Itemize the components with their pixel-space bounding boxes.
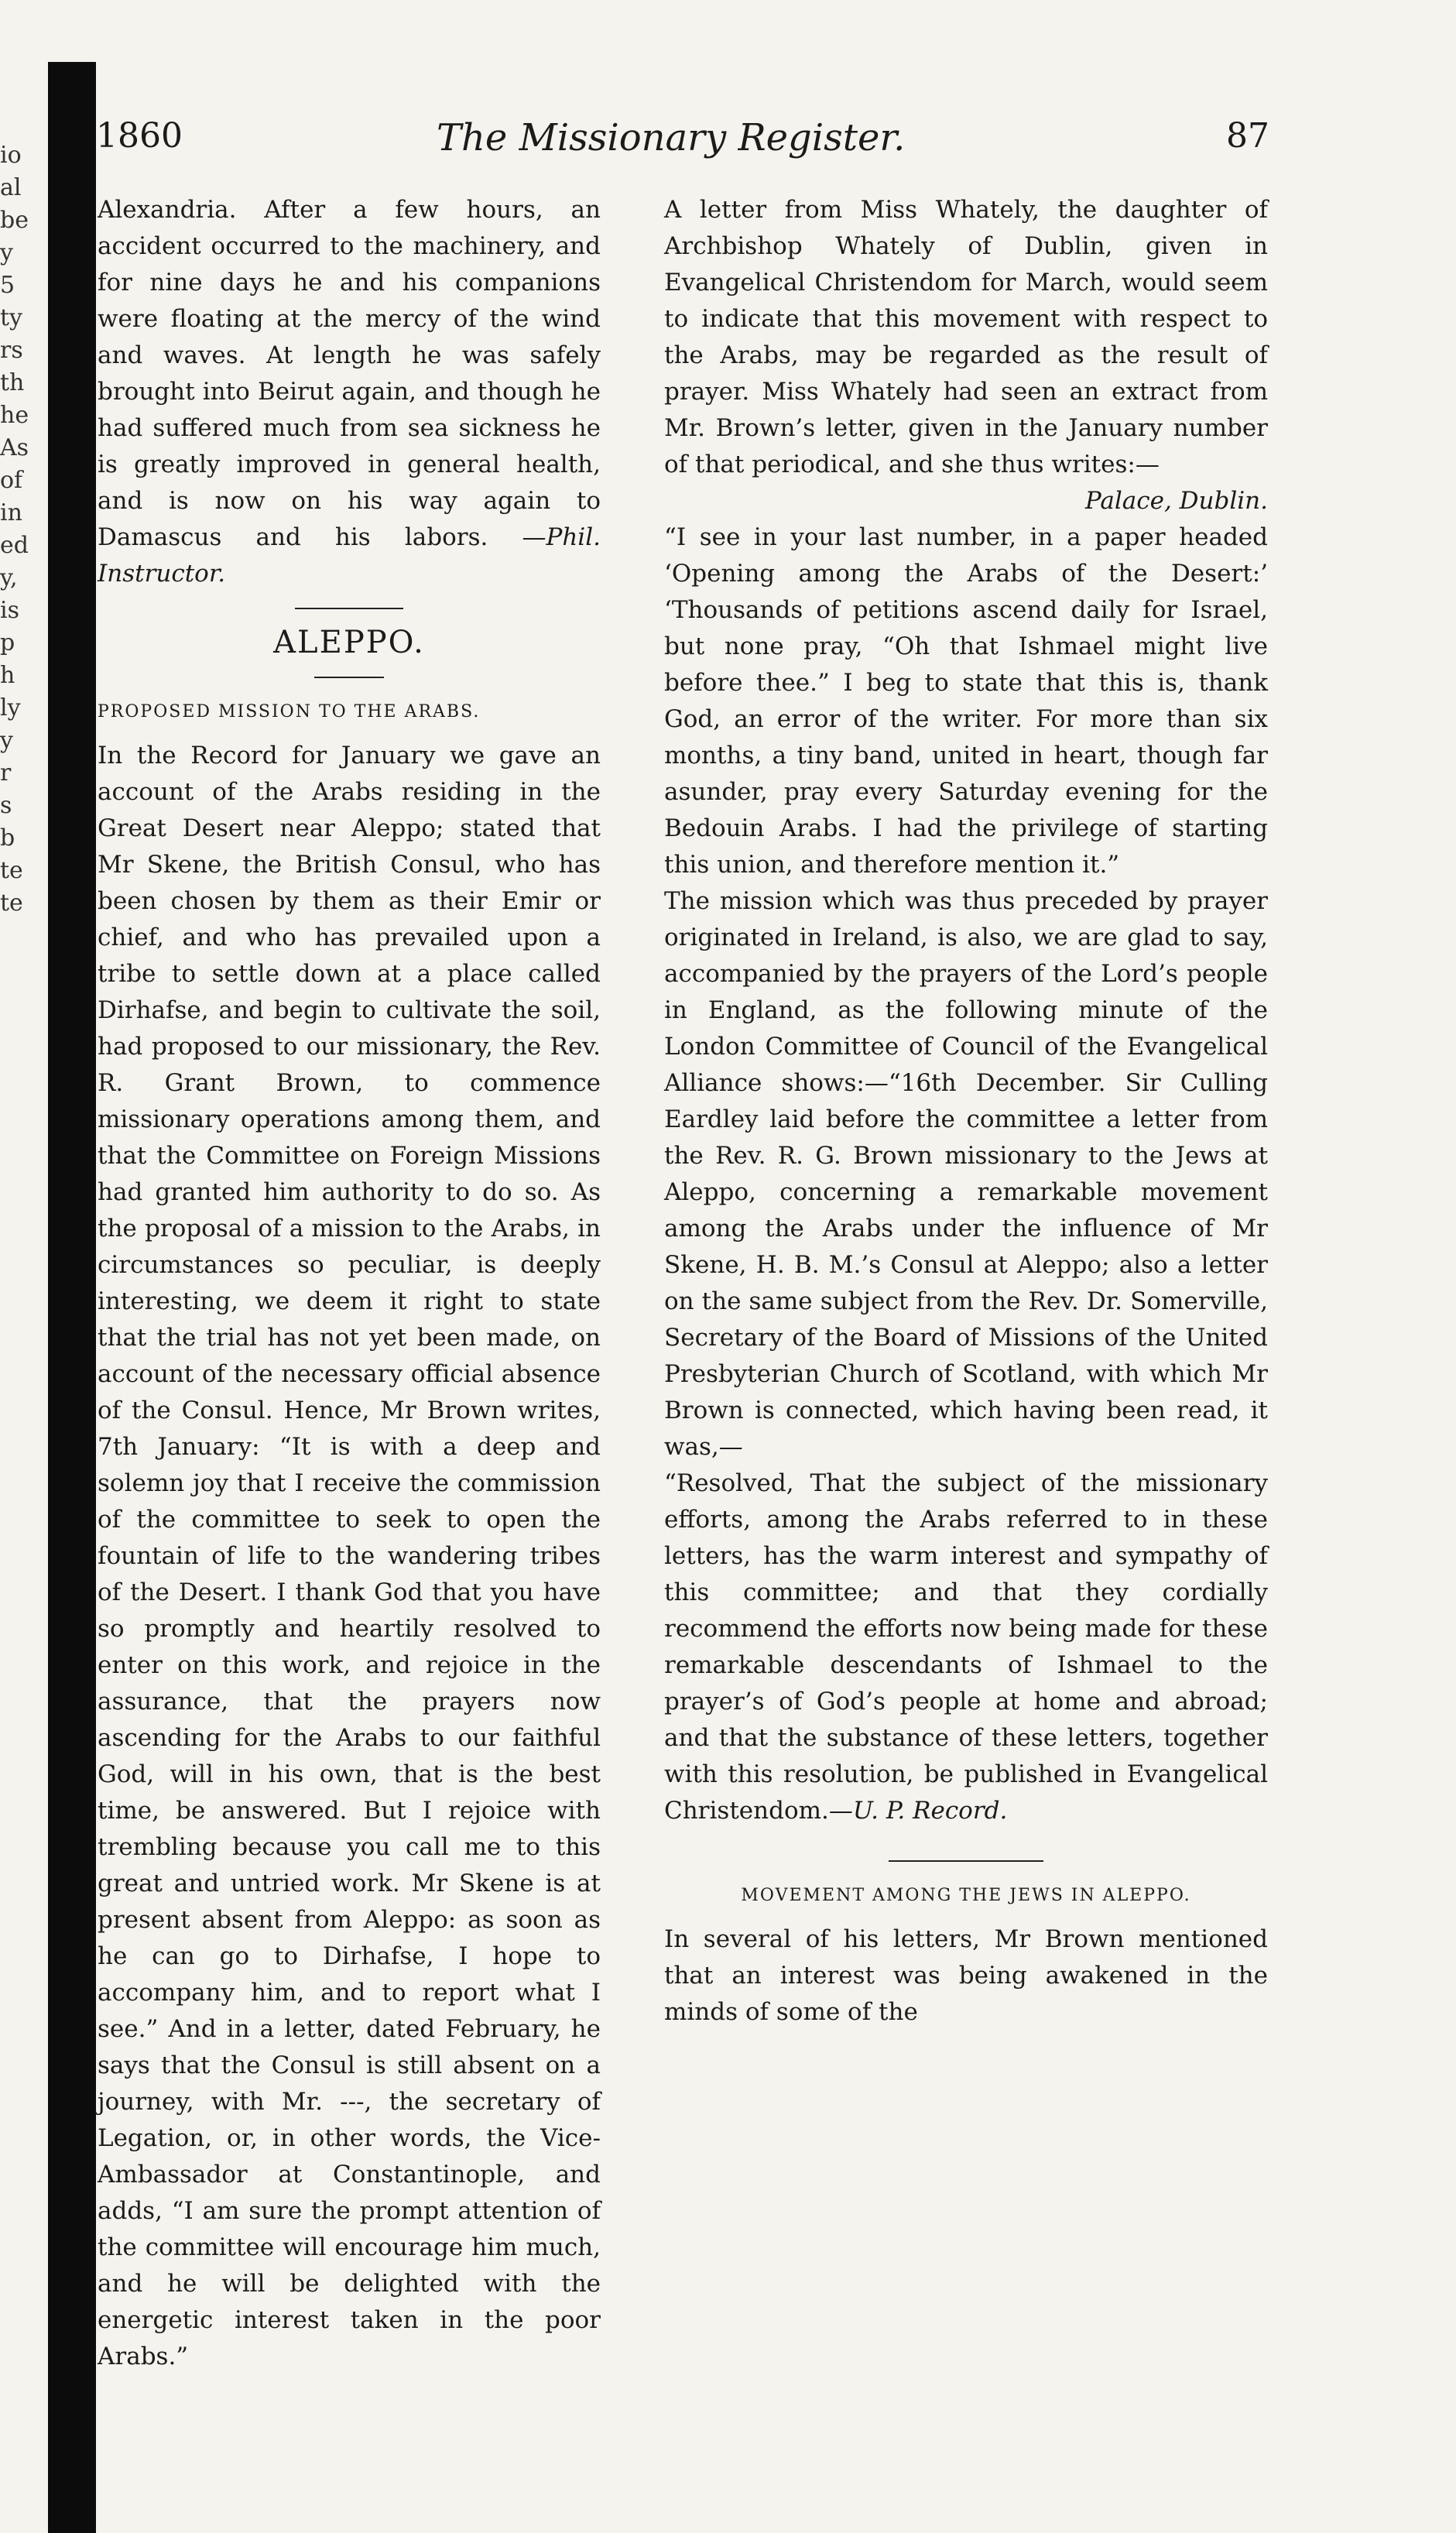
gutter-fragment: is [0,597,19,624]
gutter-fragment: in [0,499,22,526]
section-rule [295,608,403,609]
section-rule [889,1860,1043,1862]
adjacent-page-fragments [0,139,46,920]
gutter-fragment: ty [0,304,23,331]
running-head-year: 1860 [96,116,183,156]
gutter-fragment: te [0,857,23,884]
gutter-fragment: be [0,207,29,234]
letter-dateline: Palace, Dublin. [1084,487,1268,515]
gutter-fragment: of [0,467,23,494]
paragraph: In several of his letters, Mr Brown mentioned that an interest was being awakened in the minds of some of the [664,1925,1268,2026]
paragraph: A letter from Miss Whately, the daughter of Archbishop Whately of Dublin, given in Evangelical Christendom for March, would seem to indicate that this movement with respect to the Arabs, may be regarded as the result of prayer. Miss Whately had seen an extract from Mr. Brown’s letter, given in the January number of that periodical, and she thus writes:— [664,196,1268,478]
gutter-fragment: As [0,434,29,461]
paragraph: The mission which was thus preceded by prayer originated in Ireland, is also, we are glad to say, accompanied by the prayers of the Lord’s people in England, as the following minute of the London Committee of Council of the Evangelical Alliance shows:—“16th December. Sir Culling Eardley laid before the committee a letter from the Rev. R. G. Brown missionary to the Jews at Aleppo, concerning a remarkable movement among the Arabs under the influence of Mr Skene, H. B. M.’s Consul at Aleppo; also a letter on the same subject from the Rev. Dr. Somerville, Secretary of the Board of Missions of the United Presbyterian Church of Scotland, with which Mr Brown is connected, which having been read, it was,— [664,887,1268,1461]
paragraph: “I see in your last number, in a paper headed ‘Opening among the Arabs of the Desert:’ ‘Thousands of petitions ascend daily for Israel, but none pray, “Oh that Ishmael might live before thee.” I beg to state that this is, thank God, an error of the writer. For more than six months, a tiny band, united in heart, though far asunder, pray every Saturday evening for the Bedouin Arabs. I had the privilege of starting this union, and therefore mention it.” [664,523,1268,879]
gutter-fragment: he [0,402,29,429]
gutter-fragment: h [0,662,15,689]
paragraph: In the Record for January we gave an account of the Arabs residing in the Great Desert near Aleppo; stated that Mr Skene, the British Consul, who has been chosen by them as their Emir or chief, and who has prevailed upon a tribe to settle down at a place called Dirhafse, and begin to cultivate the soil, had proposed to our missionary, the Rev. R. Grant Brown, to commence missionary operations among them, and that the Committee on Foreign Missions had granted him authority to do so. As the proposal of a mission to the Arabs, in circumstances so peculiar, is deeply interesting, we deem it right to state that the trial has not yet been made, on account of the necessary official absence of the Consul. Hence, Mr Brown writes, 7th January: “It is with a deep and solemn joy that I receive the commission of the committee to seek to open the fountain of life to the wandering tribes of the Desert. I thank God that you have so promptly and heartily resolved to enter on this work, and rejoice in the assurance, that the prayers now ascending for the Arabs to our faithful God, will in his own, that is the best time, be answered. But I rejoice with trembling because you call me to this great and untried work. Mr Skene is at present absent from Aleppo: as soon as he can go to Dirhafse, I hope to accompany him, and to report what I see.” And in a letter, dated February, he says that the Consul is still absent on a journey, with Mr. ---, the secretary of Legation, or, in other words, the Vice-Ambassador at Constantinople, and adds, “I am sure the prompt attention of the committee will encourage him much, and he will be delighted with the energetic interest taken in the poor Arabs.” [98,742,601,2370]
gutter-fragment: rs [0,337,23,364]
gutter-fragment: p [0,629,15,656]
running-head [96,116,1269,175]
gutter-fragment: io [0,142,22,169]
left-column [98,192,601,2375]
book-binding-shadow [48,62,96,2533]
citation: —U. P. Record. [828,1797,1008,1825]
gutter-fragment: 5 [0,272,15,299]
running-head-title: The Missionary Register. [437,116,906,159]
gutter-fragment: s [0,792,12,819]
section-rule [314,677,384,678]
gutter-fragment: te [0,889,23,917]
gutter-fragment: r [0,759,12,787]
gutter-fragment: ed [0,532,29,559]
gutter-fragment: al [0,174,22,201]
right-column [664,192,1268,2031]
subheading: PROPOSED MISSION TO THE ARABS. [98,702,481,722]
gutter-fragment: th [0,369,25,396]
gutter-fragment: b [0,824,15,852]
gutter-fragment: ly [0,694,21,722]
paragraph-text: “Resolved, That the subject of the missionary efforts, among the Arabs referred to in these letters, has the warm interest and sympathy of this committee; and that they cordially recommend the efforts now being made for these remarkable descendants of Ishmael to the prayer’s of God’s people at home and abroad; and that the substance of these letters, together with this resolution, be published in Evangelical Christendom. [664,1469,1268,1825]
subheading: MOVEMENT AMONG THE JEWS IN ALEPPO. [741,1886,1191,1905]
citation: —Phil. Instructor. [98,523,601,588]
paragraph [664,1465,1268,1829]
paragraph-text: Alexandria. After a few hours, an accident occurred to the machinery, and for nine days he and his companions were floating at the mercy of the wind and waves. At length he was safely brought into Beirut again, and though he had suffered much from sea sickness he is greatly improved in general health, and is now on his way again to Damascus and his labors. [98,196,601,551]
gutter-fragment: y [0,727,13,754]
gutter-fragment: y, [0,564,18,591]
page-number: 87 [1226,116,1269,156]
gutter-fragment: y [0,239,13,266]
section-heading: ALEPPO. [273,625,425,660]
paragraph [98,192,601,592]
